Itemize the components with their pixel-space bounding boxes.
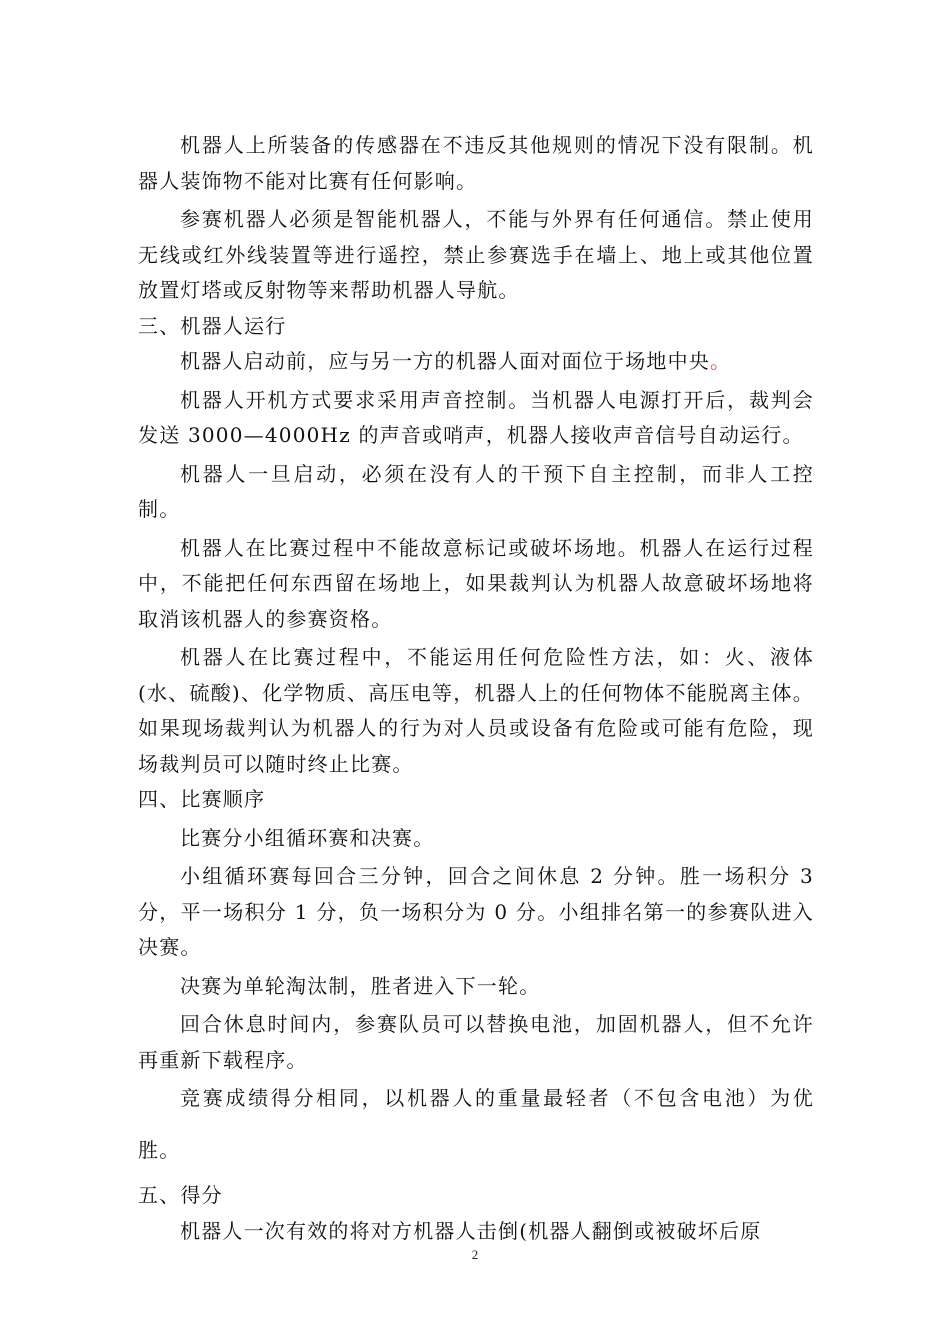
section-heading-match-order: 四、比赛顺序 <box>138 787 266 811</box>
paragraph-sensors: 机器人上所装备的传感器在不违反其他规则的情况下没有限制。机器人装饰物不能对比赛有任何影响。 <box>138 133 814 193</box>
paragraph-danger-methods: 机器人在比赛过程中，不能运用任何危险性方法，如：火、液体(水、硫酸)、化学物质、高压电等，机器人上的任何物体不能脱离主体。如果现场裁判认为机器人的行为对人员或设备有危险或可能有危险，现场裁判员可以随时终止比赛。 <box>138 645 814 776</box>
paragraph-sound-control: 机器人开机方式要求采用声音控制。当机器人电源打开后，裁判会发送 3000—4000Hz 的声音或哨声，机器人接收声音信号自动运行。 <box>138 387 814 447</box>
paragraph-autonomous-control: 机器人一旦启动，必须在没有人的干预下自主控制，而非人工控制。 <box>138 461 814 521</box>
paragraph-rest-time: 回合休息时间内，参赛队员可以替换电池，加固机器人，但不允许再重新下载程序。 <box>138 1012 814 1072</box>
paragraph-start-position-text: 机器人启动前，应与另一方的机器人面对面位于场地中央 <box>180 349 710 373</box>
section-heading-scoring: 五、得分 <box>138 1183 223 1207</box>
section-heading-robot-operation: 三、机器人运行 <box>138 313 287 338</box>
paragraph-tie-break: 竞赛成绩得分相同，以机器人的重量最轻者（不包含电池）为优胜。 <box>138 1086 814 1162</box>
paragraph-start-position <box>138 344 814 380</box>
paragraph-match-format: 比赛分小组循环赛和决赛。 <box>180 825 435 850</box>
paragraph-field-damage: 机器人在比赛过程中不能故意标记或破坏场地。机器人在运行过程中，不能把任何东西留在场地上，如果裁判认为机器人故意破坏场地将取消该机器人的参赛资格。 <box>138 535 814 631</box>
paragraph-knockdown: 机器人一次有效的将对方机器人击倒(机器人翻倒或被破坏后原 <box>180 1218 762 1243</box>
paragraph-group-round: 小组循环赛每回合三分钟，回合之间休息 2 分钟。胜一场积分 3 分，平一场积分 1 分，负一场积分为 0 分。小组排名第一的参赛队进入决赛。 <box>138 864 814 959</box>
paragraph-intelligent-robot: 参赛机器人必须是智能机器人，不能与外界有任何通信。禁止使用无线或红外线装置等进行遥控，禁止参赛选手在墙上、地上或其他位置放置灯塔或反射物等来帮助机器人导航。 <box>138 207 814 302</box>
document-body <box>138 128 814 1249</box>
page-number: 2 <box>471 1247 479 1262</box>
red-period-mark: 。 <box>710 349 732 373</box>
paragraph-final-elimination: 决赛为单轮淘汰制，胜者进入下一轮。 <box>180 973 541 998</box>
